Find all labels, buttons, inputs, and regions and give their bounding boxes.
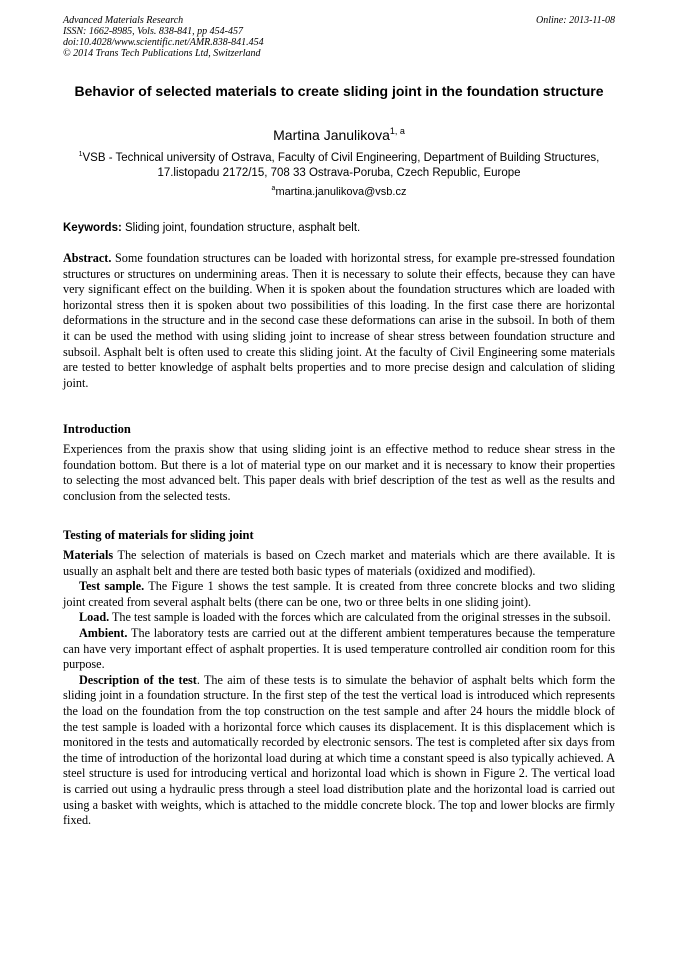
author-superscript: 1, a <box>389 126 405 136</box>
load-text: The test sample is loaded with the forces which are calculated from the original stresses in the subsoil. <box>109 610 611 625</box>
affiliation-text: VSB - Technical university of Ostrava, Faculty of Civil Engineering, Department of Building Structures, 17.listopadu 2172/15, 708 33 Ostrava-Poruba, Czech Republic, Europe <box>82 152 600 179</box>
test-sample-text: The Figure 1 shows the test sample. It is created from three concrete blocks and two sliding joint created from several asphalt belts (there can be one, two or three belts in one sliding joint). <box>63 579 615 609</box>
introduction-body <box>63 442 615 504</box>
introduction-text: Experiences from the praxis show that using sliding joint is an effective method to reduce shear stress in the foundation bottom. But there is a lot of material type on our market and it is necessary to know their properties to selecting the most advanced belt. This paper deals with brief description of the test as well as the results and conclusion from the selected tests. <box>63 442 615 503</box>
abstract-label: Abstract. <box>63 251 112 265</box>
journal-issn: ISSN: 1662-8985, Vols. 838-841, pp 454-457 <box>63 26 243 37</box>
paragraph-load <box>63 610 615 626</box>
email-superscript: a <box>271 185 276 192</box>
paragraph-ambient <box>63 626 615 673</box>
paragraph-description <box>63 673 615 829</box>
journal-name: Advanced Materials Research <box>63 15 184 26</box>
email-address: martina.janulikova@vsb.cz <box>275 186 407 198</box>
affiliation <box>63 151 615 181</box>
keywords-label: Keywords: <box>63 222 122 234</box>
ambient-text: The laboratory tests are carried out at the different ambient temperatures because the temperature can have very important effect of asphalt properties. It is used temperature controlled air condition room for this purpose. <box>63 625 615 672</box>
author-name: Martina Janulikova <box>273 127 390 143</box>
description-label: Description of the test <box>79 672 197 687</box>
email-line <box>63 185 615 200</box>
keywords <box>63 221 615 236</box>
affiliation-superscript: 1 <box>78 151 83 158</box>
materials-label: Materials <box>63 548 114 562</box>
online-date: Online: 2013-11-08 <box>536 15 615 26</box>
load-label: Load. <box>79 610 110 625</box>
journal-copyright: © 2014 Trans Tech Publications Ltd, Switzerland <box>63 48 261 59</box>
keywords-text: Sliding joint, foundation structure, asphalt belt. <box>125 222 361 234</box>
paper-title: Behavior of selected materials to create sliding joint in the foundation structure <box>74 83 604 99</box>
introduction-heading: Introduction <box>63 422 131 436</box>
testing-body <box>63 548 615 829</box>
abstract <box>63 251 615 391</box>
abstract-text: Some foundation structures can be loaded with horizontal stress, for example pre-stressed foundation structures or structures on undermining areas. Then it is necessary to solute their effects, because they can have very significant effect on the building. When it is spoken about the foundation structures which are loaded with horizontal stress then it is spoken about two possibilities of this loading. In the first case there are horizontal deformations in the structure and in the second case these deformations can arise in the subsoil. In both of them it can be used the method with using sliding joint to increase of shear stress between foundation structure and subsoil. Asphalt belt is often used to create this sliding joint. At the faculty of Civil Engineering some materials are tested to better knowledge of asphalt belts properties and to more precise design and calculation of sliding joint. <box>63 251 615 390</box>
paragraph-materials <box>63 548 615 579</box>
author-line <box>63 126 615 144</box>
journal-info <box>63 15 264 59</box>
paragraph-test-sample <box>63 579 615 610</box>
testing-heading: Testing of materials for sliding joint <box>63 528 254 542</box>
journal-doi: doi:10.4028/www.scientific.net/AMR.838-841.454 <box>63 37 264 48</box>
test-sample-label: Test sample. <box>79 579 145 594</box>
ambient-label: Ambient. <box>79 625 128 640</box>
materials-text: The selection of materials is based on Czech market and materials which are there available. It is usually an asphalt belt and there are tested both basic types of materials (oxidized and modified). <box>63 548 615 578</box>
description-text: . The aim of these tests is to simulate the behavior of asphalt belts which form the sliding joint in a foundation structure. In the first step of the test the vertical load is introduced which represents the load on the foundation from the top construction on the test sample and after 24 hours the middle block of the test sample is loaded with a horizontal force which causes its displacement. It is this displacement which is monitored in the tests and automatically recorded by electronic sensors. The test is completed after six days from the time of introduction of the horizontal load during at which time a constant speed is also typically achieved. A steel structure is used for introducing vertical and horizontal load which is shown in Figure 2. The vertical load is carried out using a hydraulic press through a steel load distribution plate and the horizontal load is carried out using a basket with weights, which is attached to the middle concrete block. The top and lower blocks are firmly fixed. <box>63 672 616 828</box>
